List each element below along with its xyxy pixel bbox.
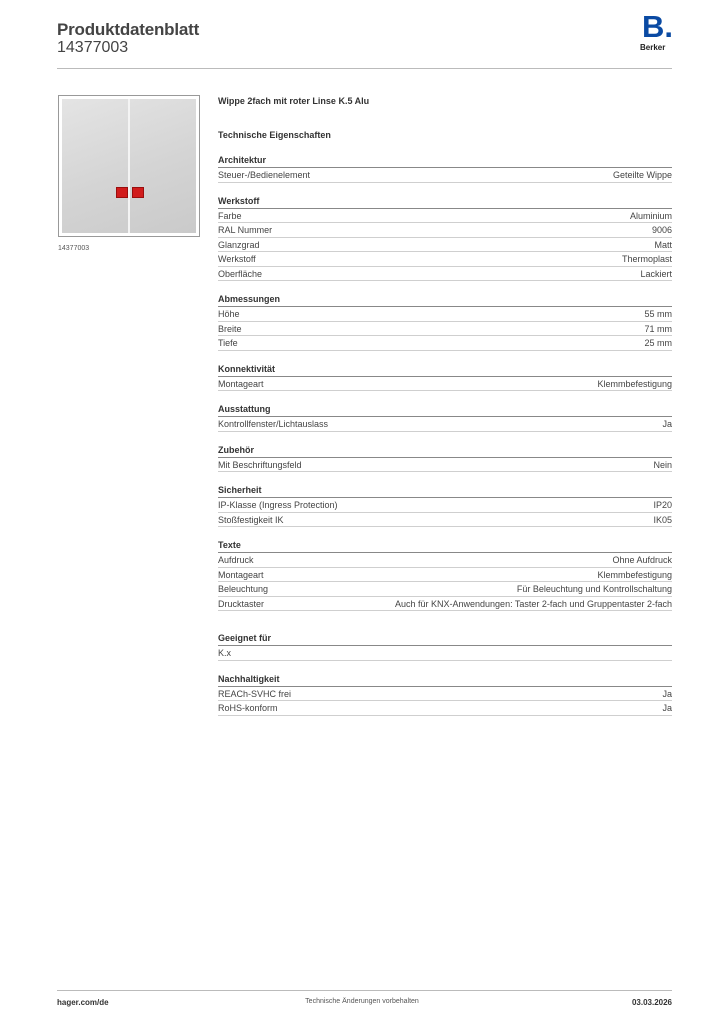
tech-heading: Technische Eigenschaften bbox=[218, 130, 331, 140]
spec-row bbox=[218, 168, 672, 183]
spec-label: RoHS-konform bbox=[218, 703, 278, 713]
section-title: Texte bbox=[218, 540, 672, 553]
footer-website: hager.com/de bbox=[57, 998, 109, 1007]
spec-label: RAL Nummer bbox=[218, 225, 273, 235]
image-caption: 14377003 bbox=[58, 245, 90, 252]
section-title: Ausstattung bbox=[218, 404, 672, 417]
spec-value: IP20 bbox=[653, 500, 672, 510]
spec-row bbox=[218, 267, 672, 282]
spec-label: Breite bbox=[218, 323, 242, 334]
section-title: Nachhaltigkeit bbox=[218, 674, 672, 687]
spec-value: 55 mm bbox=[644, 309, 672, 319]
spec-row bbox=[218, 322, 672, 337]
spec-row bbox=[218, 582, 672, 597]
spec-row bbox=[218, 568, 672, 583]
spec-value: Matt bbox=[654, 239, 672, 250]
section-title: Konnektivität bbox=[218, 364, 672, 377]
spec-section bbox=[218, 540, 672, 611]
spec-section bbox=[218, 155, 672, 183]
spec-row bbox=[218, 498, 672, 513]
section-title: Abmessungen bbox=[218, 294, 672, 307]
spec-section bbox=[218, 196, 672, 282]
spec-section bbox=[218, 364, 672, 392]
section-title: Werkstoff bbox=[218, 196, 672, 209]
spec-value: Ohne Aufdruck bbox=[612, 555, 672, 565]
spec-section bbox=[218, 674, 672, 716]
spec-label: Steuer-/Bedienelement bbox=[218, 170, 311, 180]
spec-label: REACh-SVHC frei bbox=[218, 688, 292, 699]
spec-value: Thermoplast bbox=[621, 254, 672, 264]
header-divider bbox=[57, 68, 672, 69]
spec-label: Montageart bbox=[218, 378, 264, 389]
spec-value: Ja bbox=[662, 703, 672, 713]
spec-label: Montageart bbox=[218, 569, 264, 580]
section-title: Zubehör bbox=[218, 445, 672, 458]
spec-label: IP-Klasse (Ingress Protection) bbox=[218, 500, 338, 510]
spec-label: Mit Beschriftungsfeld bbox=[218, 459, 302, 470]
spec-label: Farbe bbox=[218, 210, 242, 221]
spec-row bbox=[218, 646, 672, 661]
berker-logo bbox=[640, 9, 674, 55]
spec-value: Ja bbox=[662, 419, 672, 429]
logo-letter: B. bbox=[642, 9, 673, 44]
spec-row bbox=[218, 336, 672, 351]
spec-value: Auch für KNX-Anwendungen: Taster 2-fach und Gruppentaster 2-fach bbox=[395, 598, 672, 609]
spec-value: Für Beleuchtung und Kontrollschaltung bbox=[516, 584, 672, 594]
spec-sheet bbox=[218, 96, 672, 716]
footer-divider bbox=[57, 990, 672, 991]
red-lens-right bbox=[132, 187, 144, 198]
spec-row bbox=[218, 417, 672, 432]
product-image bbox=[58, 95, 200, 237]
spec-value: Ja bbox=[662, 688, 672, 699]
rocker-split-line bbox=[128, 99, 130, 233]
spec-value: Klemmbefestigung bbox=[597, 378, 672, 389]
spec-row bbox=[218, 377, 672, 392]
spec-row bbox=[218, 597, 672, 612]
spec-row bbox=[218, 513, 672, 528]
spec-label: Oberfläche bbox=[218, 268, 263, 279]
footer-note: Technische Änderungen vorbehalten bbox=[305, 998, 419, 1005]
spec-value: 9006 bbox=[651, 225, 672, 235]
rocker-plate bbox=[62, 99, 196, 233]
spec-label: K.x bbox=[218, 648, 232, 658]
spec-label: Aufdruck bbox=[218, 555, 254, 565]
spec-row bbox=[218, 701, 672, 716]
spec-row bbox=[218, 209, 672, 224]
spec-label: Drucktaster bbox=[218, 598, 265, 609]
spec-value: Lackiert bbox=[640, 268, 672, 279]
section-title: Sicherheit bbox=[218, 485, 672, 498]
spec-row bbox=[218, 223, 672, 238]
spec-label: Werkstoff bbox=[218, 254, 256, 264]
spec-label: Kontrollfenster/Lichtauslass bbox=[218, 419, 329, 429]
product-name: Wippe 2fach mit roter Linse K.5 Alu bbox=[218, 96, 370, 106]
spec-value: Geteilte Wippe bbox=[612, 170, 672, 180]
logo-text: Berker bbox=[640, 43, 666, 52]
spec-section bbox=[218, 294, 672, 351]
section-title: Architektur bbox=[218, 155, 672, 168]
spec-row bbox=[218, 553, 672, 568]
spec-value: Nein bbox=[653, 459, 672, 470]
spec-row bbox=[218, 458, 672, 473]
page-title: Produktdatenblatt bbox=[57, 20, 200, 39]
spec-row bbox=[218, 252, 672, 267]
spec-label: Höhe bbox=[218, 309, 240, 319]
section-title: Geeignet für bbox=[218, 633, 672, 646]
spec-label: Glanzgrad bbox=[218, 239, 260, 250]
spec-value: 25 mm bbox=[644, 338, 672, 348]
spec-section bbox=[218, 633, 672, 661]
spec-value: Aluminium bbox=[629, 210, 672, 221]
spec-row bbox=[218, 307, 672, 322]
spec-value: IK05 bbox=[653, 514, 672, 525]
spec-row bbox=[218, 687, 672, 702]
spec-section bbox=[218, 445, 672, 473]
footer-date: 03.03.2026 bbox=[631, 998, 672, 1007]
spec-row bbox=[218, 238, 672, 253]
spec-section bbox=[218, 404, 672, 432]
spec-label: Beleuchtung bbox=[218, 584, 269, 594]
spec-label: Stoßfestigkeit IK bbox=[218, 514, 284, 525]
product-number: 14377003 bbox=[57, 39, 129, 56]
spec-value: 71 mm bbox=[644, 323, 672, 334]
spec-value: Klemmbefestigung bbox=[597, 569, 672, 580]
spec-section bbox=[218, 485, 672, 527]
spec-label: Tiefe bbox=[218, 338, 238, 348]
red-lens-left bbox=[116, 187, 128, 198]
spec-sections bbox=[218, 155, 672, 716]
